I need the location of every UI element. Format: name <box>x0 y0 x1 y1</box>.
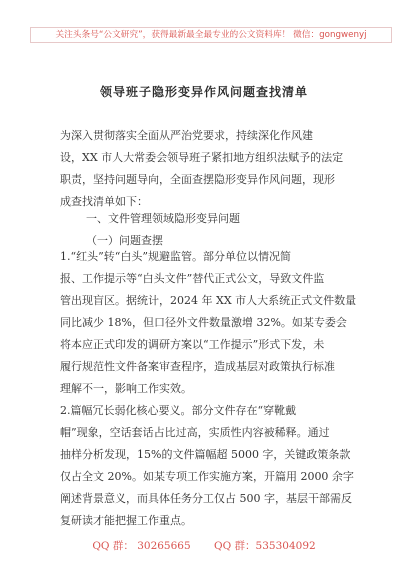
promo-banner <box>30 27 392 43</box>
item2-line-5: 阐述背景意义，而具体任务分工仅占 500 字，基层干部需反 <box>60 492 352 505</box>
item2-line-2: 帽”现象，空话套话占比过高，实质性内容被稀释。通过 <box>60 426 330 439</box>
subsection-heading: （一）问题查摆 <box>86 234 163 247</box>
document-title: 领导班子隐形变异作风问题查找清单 <box>99 85 308 99</box>
intro-line-2: 设，XX 市人大常委会领导班子紧扣地方组织法赋予的法定 <box>60 151 344 164</box>
item2-line-4: 仅占全文 20%。如某专项工作实施方案，开篇用 2000 余字 <box>60 470 354 483</box>
item1-line-6: 履行规范性文件备案审查程序，造成基层对政策执行标准 <box>60 360 335 373</box>
contact-footer <box>0 538 408 553</box>
intro-line-1: 为深入贯彻落实全面从严治党要求，持续深化作风建 <box>60 129 313 142</box>
qq-group-1: QQ 群： 30265665 <box>92 540 191 552</box>
qq-group-2: QQ 群：535304092 <box>214 540 316 552</box>
item2-line-1: 2.篇幅冗长弱化核心要义。部分文件存在“穿靴戴 <box>60 404 297 417</box>
intro-line-4: 成查找清单如下： <box>60 195 148 208</box>
item1-line-7: 理解不一，影响工作实效。 <box>60 382 192 395</box>
item1-line-1: 1.“红头”转“白头”规避监管。部分单位以情况简 <box>60 250 291 263</box>
item1-line-4: 同比减少 18%，但口径外文件数量激增 32%。如某专委会 <box>60 316 347 329</box>
item1-line-2: 报、工作提示等“白头文件”替代正式公文，导致文件监 <box>60 272 325 285</box>
intro-line-3: 职责，坚持问题导向，全面查摆隐形变异作风问题，现形 <box>60 173 335 186</box>
item2-line-3: 抽样分析发现，15%的文件篇幅超 5000 字，关键政策条款 <box>60 448 351 461</box>
item2-line-6: 复研读才能把握工作重点。 <box>60 514 192 527</box>
section-heading: 一、文件管理领域隐形变异问题 <box>86 212 240 225</box>
promo-banner-text: 关注头条号“公文研究”，获得最新最全最专业的公文资料库！ 微信：gongwenyj <box>55 30 367 40</box>
item1-line-3: 管出现盲区。据统计，2024 年 XX 市人大系统正式文件数量 <box>60 294 357 307</box>
item1-line-5: 将本应正式印发的调研方案以“工作提示”形式下发，未 <box>60 338 325 351</box>
